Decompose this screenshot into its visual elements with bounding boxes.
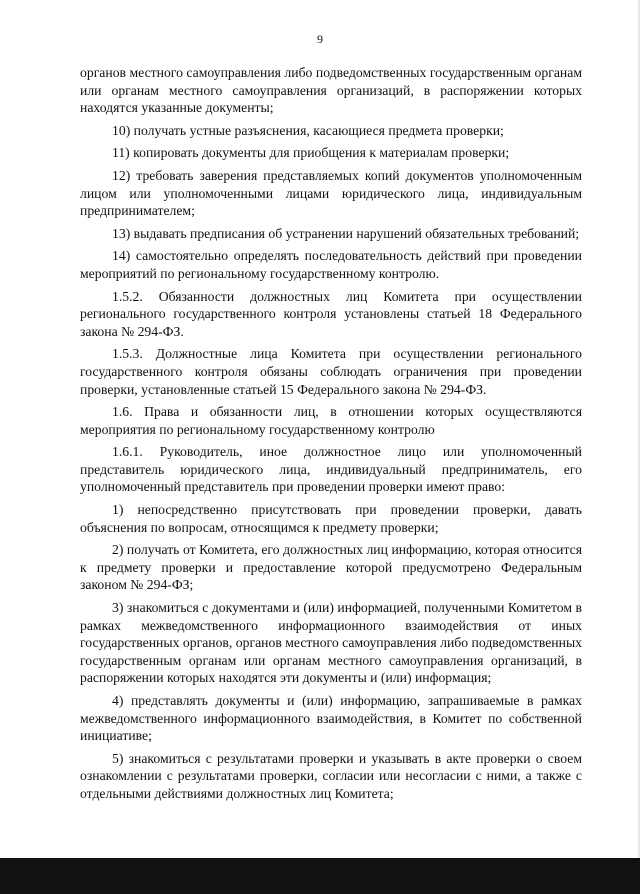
scan-bottom-border [0,858,640,894]
paragraph-right-3: 3) знакомиться с документами и (или) информацией, полученными Комитетом в рамках межведомственного информационного взаимодействия от иных государственных органов, органов местного самоуправления либо подведомственных государственным органам или органам местного самоуправления организаций, в распоряжении которых находятся эти документы и (или) информация; [80,600,582,686]
paragraph-1-5-2: 1.5.2. Обязанности должностных лиц Комитета при осуществлении регионального государственного контроля установлены статьей 18 Федерального закона № 294-ФЗ. [80,288,582,339]
paragraph-continuation: органов местного самоуправления либо подведомственных государственным органам или органам местного самоуправления организаций, в распоряжении которых находятся указанные документы; [80,65,582,116]
paragraph-item-12: 12) требовать заверения представляемых копий документов уполномоченным лицом или уполномоченными лицами юридического лица, индивидуальным предпринимателем; [80,167,582,219]
paragraph-item-14: 14) самостоятельно определять последовательность действий при проведении мероприятий по региональному государственному контролю. [80,248,582,281]
paragraph-right-5: 5) знакомиться с результатами проверки и указывать в акте проверки о своем ознакомлении с результатами проверки, согласии или несогласии с ними, а также с отдельными действиями должностных лиц Комитета; [80,750,582,801]
section-heading-1-6: 1.6. Права и обязанности лиц, в отношении которых осуществляются мероприятия по региональному государственному контролю [80,404,582,437]
paragraph-item-11: 11) копировать документы для приобщения к материалам проверки; [112,145,510,161]
paragraph-item-13: 13) выдавать предписания об устранении нарушений обязательных требований; [112,225,580,241]
page-number: 9 [317,32,323,46]
paragraph-right-1: 1) непосредственно присутствовать при проведении проверки, давать объяснения по вопросам, относящимся к предмету проверки; [80,502,582,535]
paragraph-right-2: 2) получать от Комитета, его должностных лиц информацию, которая относится к предмету проверки и предоставление которой предусмотрено Федеральным законом № 294-ФЗ; [80,542,582,593]
paragraph-1-5-3: 1.5.3. Должностные лица Комитета при осуществлении регионального государственного контроля обязаны соблюдать ограничения при проведении проверки, установленные статьей 15 Федерального закона № 294-ФЗ. [80,346,582,397]
paragraph-1-6-1: 1.6.1. Руководитель, иное должностное лицо или уполномоченный представитель юридического лица, индивидуальный предприниматель, его уполномоченный представитель при проведении проверки имеют право: [80,444,582,495]
document-body [80,64,582,808]
paragraph-right-4: 4) представлять документы и (или) информацию, запрашиваемые в рамках межведомственного информационного взаимодействия, в Комитет по собственной инициативе; [80,693,582,744]
paragraph-item-10: 10) получать устные разъяснения, касающиеся предмета проверки; [112,122,504,138]
